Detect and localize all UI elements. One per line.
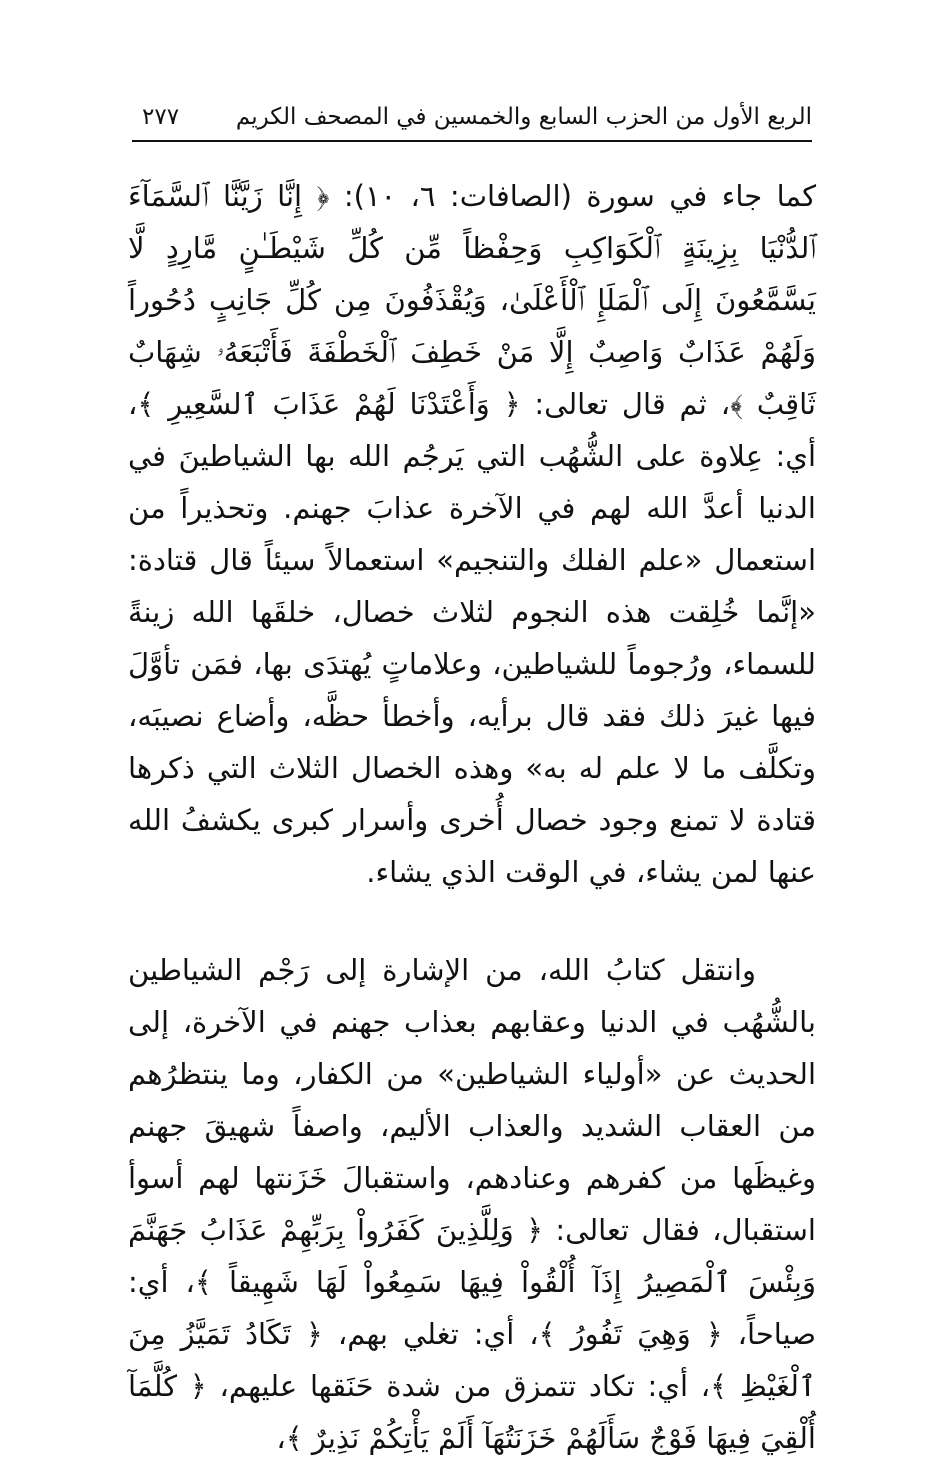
quran-verse-quote: ﴿ كُلَّمَآ أُلْقِيَ فِيهَا فَوْجٌ سَأَلَهُمْ خَزَنَتُهَآ أَلَمْ يَأْتِكُمْ نَذِيرٌ ﴾ <box>128 1369 816 1455</box>
quran-verse-quote: ﴿ إِنَّا زَيَّنَّا ٱلسَّمَآءَ ٱلدُّنْيَا بِزِينَةٍ ٱلْكَوَاكِبِ وَحِفْظاً مِّن كُلِّ شَيْطَـٰنٍ مَّارِدٍ لَّا يَسَّمَّعُونَ إِلَى ٱلْمَلَإِ ٱلْأَعْلَىٰ، وَيُقْذَفُونَ مِن كُلِّ جَانِبٍ دُحُوراً وَلَهُمْ عَذَابٌ وَاصِبٌ إِلَّا مَنْ خَطِفَ ٱلْخَطْفَةَ فَأَتْبَعَهُۥ شِهَابٌ ثَاقِبٌ ﴾ <box>128 179 816 421</box>
quran-verse-quote: ﴿ وَلِلَّذِينَ كَفَرُواْ بِرَبِّهِمْ عَذَابُ جَهَنَّمَ وَبِئْسَ ٱلْمَصِيرُ إِذَآ أُلْقُواْ فِيهَا سَمِعُواْ لَهَا شَهِيقاً ﴾ <box>128 1213 816 1299</box>
text-segment: ، أي: عِلاوة على الشُّهُب التي يَرجُم الله بها الشياطينَ في الدنيا أعدَّ الله لهم في الآخرة عذابَ جهنم. وتحذيراً من استعمال «علم الفلك والتنجيم» استعمالاً سيئاً قال قتادة: «إنَّما خُلِقت هذه النجوم لثلاث خصال، خلقَها الله زينةً للسماء، ورُجوماً للشياطين، وعلاماتٍ يُهتدَى بها، فمَن تأوَّلَ فيها غيرَ ذلك فقد قال برأيه، وأخطأ حظَّه، وأضاع نصيبَه، وتكلَّف ما لا علم له به» وهذه الخصال الثلاث التي ذكرها قتادة لا تمنع وجود خصال أُخرى وأسرار كبرى يكشفُ الله عنها لمن يشاء، في الوقت الذي يشاء. <box>128 387 816 889</box>
text-segment: ، أي: تغلي بهم، <box>322 1317 539 1351</box>
running-header <box>132 100 812 142</box>
text-segment: ، أي: تكاد تتمزق من شدة حَنَقها عليهم، <box>206 1369 711 1403</box>
paragraph-1 <box>128 170 816 898</box>
header-title: الربع الأول من الحزب السابع والخمسين في المصحف الكريم <box>235 104 812 130</box>
text-segment: ، أي: صياحاً، <box>128 1265 816 1351</box>
text-segment: ، ثم قال تعالى: <box>520 387 731 421</box>
page-number: ٢٧٧ <box>142 104 180 130</box>
quran-verse-quote: ﴿ وَأَعْتَدْنَا لَهُمْ عَذَابَ ٱلسَّعِيرِ ﴾ <box>137 387 521 421</box>
quran-verse-quote: ﴿ تَكَادُ تَمَيَّزُ مِنَ ٱلْغَيْظِ ﴾ <box>128 1317 816 1403</box>
text-segment: وانتقل كتابُ الله، من الإشارة إلى رَجْم الشياطين بالشُّهُب في الدنيا وعقابهم بعذاب جهنم في الآخرة، إلى الحديث عن «أولياء الشياطين» من الكفار، وما ينتظرُهم من العقاب الشديد والعذاب الأليم، واصفاً شهيقَ جهنم وغيظَها من كفرهم وعنادهم، واستقبالَ خَزَنتها لهم أسوأ استقبال، فقال تعالى: <box>128 953 816 1247</box>
body-text <box>128 170 816 1464</box>
paragraph-2 <box>128 944 816 1464</box>
text-segment: كما جاء في سورة (الصافات: ٦، ١٠): <box>329 179 816 213</box>
quran-verse-quote: ﴿ وَهِيَ تَفُورُ ﴾ <box>538 1317 723 1351</box>
text-segment: ، <box>276 1421 286 1455</box>
